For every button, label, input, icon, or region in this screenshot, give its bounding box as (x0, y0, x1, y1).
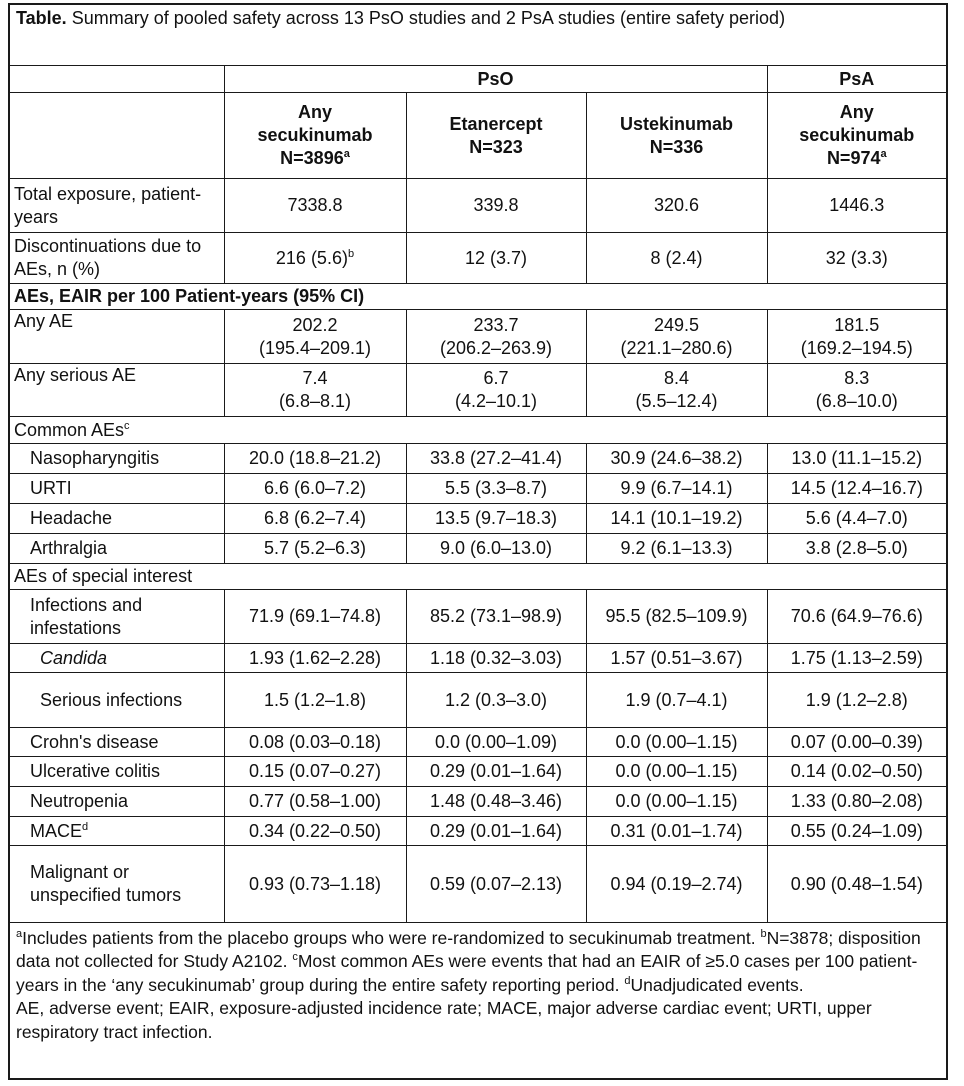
table-cell: 7.4 (6.8–8.1) (224, 364, 406, 417)
table-cell: 0.0 (0.00–1.15) (586, 757, 767, 787)
table-cell: 1.33 (0.80–2.08) (767, 787, 946, 817)
table-cell: 0.29 (0.01–1.64) (406, 817, 586, 846)
table-cell: 181.5 (169.2–194.5) (767, 310, 946, 364)
table-cell: 5.5 (3.3–8.7) (406, 474, 586, 504)
table-row (10, 817, 946, 846)
table-cell: 0.31 (0.01–1.74) (586, 817, 767, 846)
table-cell: 5.6 (4.4–7.0) (767, 504, 946, 534)
table-cell: 1446.3 (767, 179, 946, 233)
table-row (10, 534, 946, 564)
col-header: Etanercept N=323 (406, 93, 586, 179)
table-row (10, 233, 946, 284)
table-cell: 9.9 (6.7–14.1) (586, 474, 767, 504)
table-cell: 6.7 (4.2–10.1) (406, 364, 586, 417)
table-cell: 1.48 (0.48–3.46) (406, 787, 586, 817)
table-cell: 6.8 (6.2–7.4) (224, 504, 406, 534)
table-row (10, 728, 946, 757)
row-label: URTI (10, 474, 224, 504)
subsection-heading: Common AEs$^c$ (10, 417, 946, 444)
table-cell: 0.94 (0.19–2.74) (586, 846, 767, 923)
table-cell: 30.9 (24.6–38.2) (586, 444, 767, 474)
section-header-row (10, 284, 946, 310)
safety-table (10, 5, 946, 1048)
group-psa: PsA (767, 66, 946, 93)
table-row (10, 757, 946, 787)
table-cell: 0.08 (0.03–0.18) (224, 728, 406, 757)
abbreviations: AE, adverse event; EAIR, exposure-adjusted incidence rate; MACE, major adverse cardiac event; URTI, upper respiratory tract infection. (16, 998, 872, 1042)
col-header: Ustekinumab N=336 (586, 93, 767, 179)
safety-table-frame (8, 3, 948, 1080)
row-label: Neutropenia (10, 787, 224, 817)
table-cell: 13.5 (9.7–18.3) (406, 504, 586, 534)
table-cell: 0.0 (0.00–1.09) (406, 728, 586, 757)
table-cell: 0.34 (0.22–0.50) (224, 817, 406, 846)
table-row (10, 846, 946, 923)
table-cell: 249.5 (221.1–280.6) (586, 310, 767, 364)
caption-row (10, 5, 946, 66)
table-cell: 0.77 (0.58–1.00) (224, 787, 406, 817)
table-cell: 1.9 (1.2–2.8) (767, 673, 946, 728)
row-label: MACE$^d$ (10, 817, 224, 846)
row-label: Candida (10, 644, 224, 673)
col-header: Any secukinumab $N=3896^a$ (224, 93, 406, 179)
table-row (10, 644, 946, 673)
table-cell: 0.0 (0.00–1.15) (586, 787, 767, 817)
col-header: Any secukinumab $N=974^a$ (767, 93, 946, 179)
table-cell: 33.8 (27.2–41.4) (406, 444, 586, 474)
table-cell: 320.6 (586, 179, 767, 233)
row-label: Malignant or unspecified tumors (10, 846, 224, 923)
table-cell: 70.6 (64.9–76.6) (767, 590, 946, 644)
table-row (10, 364, 946, 417)
table-cell: 95.5 (82.5–109.9) (586, 590, 767, 644)
table-cell: 7338.8 (224, 179, 406, 233)
table-cell: 12 (3.7) (406, 233, 586, 284)
table-cell: 0.90 (0.48–1.54) (767, 846, 946, 923)
subsection-row (10, 564, 946, 590)
table-row (10, 474, 946, 504)
table-row (10, 590, 946, 644)
table-row (10, 504, 946, 534)
table-cell: 9.0 (6.0–13.0) (406, 534, 586, 564)
table-cell: 0.0 (0.00–1.15) (586, 728, 767, 757)
table-cell: 1.5 (1.2–1.8) (224, 673, 406, 728)
table-cell: 233.7 (206.2–263.9) (406, 310, 586, 364)
table-row (10, 444, 946, 474)
table-cell: 8.3 (6.8–10.0) (767, 364, 946, 417)
group-header-row (10, 66, 946, 93)
row-label: Arthralgia (10, 534, 224, 564)
section-header: AEs, EAIR per 100 Patient-years (95% CI) (10, 284, 946, 310)
table-row (10, 787, 946, 817)
row-label: Any AE (10, 310, 224, 364)
table-cell: 1.93 (1.62–2.28) (224, 644, 406, 673)
table-cell: 0.15 (0.07–0.27) (224, 757, 406, 787)
footnote-row (10, 923, 946, 1049)
caption-text: Summary of pooled safety across 13 PsO studies and 2 PsA studies (entire safety period) (71, 8, 786, 28)
table-cell: 14.1 (10.1–19.2) (586, 504, 767, 534)
table-cell: 202.2 (195.4–209.1) (224, 310, 406, 364)
row-label: Infections and infestations (10, 590, 224, 644)
table-cell: 6.6 (6.0–7.2) (224, 474, 406, 504)
table-cell: 8 (2.4) (586, 233, 767, 284)
caption-label: Table. (16, 8, 67, 28)
table-row (10, 179, 946, 233)
table-cell: 1.57 (0.51–3.67) (586, 644, 767, 673)
table-cell: 0.55 (0.24–1.09) (767, 817, 946, 846)
row-label: Headache (10, 504, 224, 534)
row-label: Total exposure, patient-years (10, 179, 224, 233)
table-cell: 1.18 (0.32–3.03) (406, 644, 586, 673)
table-cell: 32 (3.3) (767, 233, 946, 284)
row-label: Any serious AE (10, 364, 224, 417)
table-cell: 5.7 (5.2–6.3) (224, 534, 406, 564)
table-cell: 339.8 (406, 179, 586, 233)
subsection-row (10, 417, 946, 444)
table-cell: 216 $(5.6)^b$ (224, 233, 406, 284)
table-cell: 9.2 (6.1–13.3) (586, 534, 767, 564)
table-cell: 8.4 (5.5–12.4) (586, 364, 767, 417)
table-row (10, 673, 946, 728)
table-cell: 71.9 (69.1–74.8) (224, 590, 406, 644)
table-cell: 20.0 (18.8–21.2) (224, 444, 406, 474)
subsection-heading: AEs of special interest (10, 564, 946, 590)
table-cell: 3.8 (2.8–5.0) (767, 534, 946, 564)
table-cell: 1.75 (1.13–2.59) (767, 644, 946, 673)
row-label: Nasopharyngitis (10, 444, 224, 474)
table-cell: 0.93 (0.73–1.18) (224, 846, 406, 923)
group-pso: PsO (224, 66, 767, 93)
table-cell: 14.5 (12.4–16.7) (767, 474, 946, 504)
row-label: Ulcerative colitis (10, 757, 224, 787)
table-row (10, 310, 946, 364)
row-label: Discontinuations due to AEs, n (%) (10, 233, 224, 284)
table-cell: 13.0 (11.1–15.2) (767, 444, 946, 474)
table-cell: 0.14 (0.02–0.50) (767, 757, 946, 787)
table-cell: 85.2 (73.1–98.9) (406, 590, 586, 644)
table-cell: 0.59 (0.07–2.13) (406, 846, 586, 923)
row-label: Serious infections (10, 673, 224, 728)
table-cell: 1.9 (0.7–4.1) (586, 673, 767, 728)
table-cell: 0.29 (0.01–1.64) (406, 757, 586, 787)
column-header-row (10, 93, 946, 179)
footnotes: $^a$Includes patients from the placebo groups who were re-randomized to secukinumab treatment. $^b$N=3878; disposition data not collected for Study A2102. $^c$Most common AEs were events that had an EAIR of ≥5.0 cases per 100 patient-years in the ‘any secukinumab’ group during the entire safety reporting period. $^d$Unadjudicated events. AE, adverse event; EAIR, exposure-adjusted incidence rate; MACE, major adverse cardiac event; URTI, upper respiratory tract infection. (10, 923, 946, 1049)
table-cell: 1.2 (0.3–3.0) (406, 673, 586, 728)
table-caption (10, 5, 946, 66)
table-cell: 0.07 (0.00–0.39) (767, 728, 946, 757)
row-label: Crohn's disease (10, 728, 224, 757)
